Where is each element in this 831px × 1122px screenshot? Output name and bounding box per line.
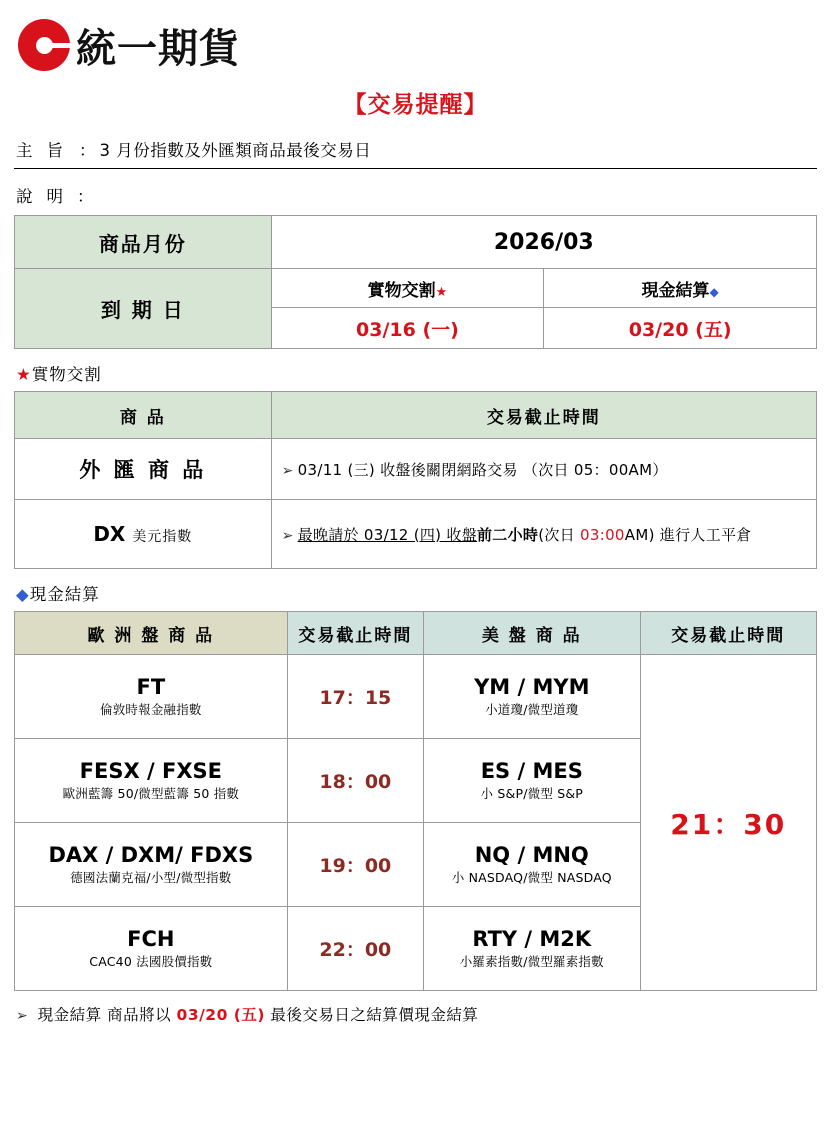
physical-detail-dx-bold: 前二小時 bbox=[477, 525, 539, 544]
page-title: 【交易提醒】 bbox=[343, 92, 488, 118]
physical-section-heading-text: 實物交割 bbox=[31, 365, 102, 384]
summary-table bbox=[14, 215, 817, 349]
table-row bbox=[15, 216, 817, 269]
cash-us-product-1 bbox=[424, 655, 641, 739]
summary-physical-header-text: 實物交割 bbox=[367, 280, 436, 301]
physical-col-product: 商 品 bbox=[15, 392, 272, 439]
summary-expiry-label: 到 期 日 bbox=[15, 269, 272, 349]
physical-detail-fx bbox=[271, 439, 816, 500]
arrow-icon: ➢ bbox=[281, 527, 294, 544]
table-row bbox=[15, 655, 817, 739]
cash-col-eu-time: 交易截止時間 bbox=[287, 612, 423, 655]
cash-eu-sub-4: CAC40 法國股價指數 bbox=[89, 953, 213, 969]
cash-us-product-2 bbox=[424, 739, 641, 823]
physical-delivery-table bbox=[14, 391, 817, 569]
footer-note bbox=[14, 1003, 817, 1025]
cash-eu-time-1: 17：15 bbox=[287, 655, 423, 739]
footer-date: 03/20 (五) bbox=[176, 1006, 265, 1024]
cash-eu-product-1 bbox=[15, 655, 288, 739]
cash-eu-name-4: FCH bbox=[127, 927, 175, 952]
cash-us-product-4 bbox=[424, 907, 641, 991]
physical-detail-dx-time: 03:00 bbox=[580, 525, 625, 544]
cash-col-us-product: 美 盤 商 品 bbox=[424, 612, 641, 655]
physical-col-cutoff: 交易截止時間 bbox=[271, 392, 816, 439]
target-circle-icon bbox=[18, 19, 70, 71]
cash-eu-name-2: FESX / FXSE bbox=[79, 759, 222, 784]
note-label: 說明 bbox=[16, 187, 77, 206]
table-row bbox=[15, 612, 817, 655]
summary-cash-header bbox=[544, 269, 817, 308]
physical-detail-dx-prefix: 最晚請於 03/12 (四) 收盤 bbox=[297, 525, 477, 544]
summary-month-value: 2026/03 bbox=[271, 216, 816, 269]
brand-header bbox=[14, 0, 817, 74]
physical-detail-dx bbox=[271, 500, 816, 569]
footer-prefix: 現金結算 商品將以 bbox=[37, 1006, 172, 1024]
footer-suffix: 最後交易日之結算價現金結算 bbox=[270, 1006, 479, 1024]
physical-detail-dx-mid: (次日 bbox=[538, 525, 581, 544]
physical-product-fx: 外 匯 商 品 bbox=[15, 439, 272, 500]
cash-eu-product-2 bbox=[15, 739, 288, 823]
cash-eu-product-3 bbox=[15, 823, 288, 907]
physical-detail-dx-suffix: AM) 進行人工平倉 bbox=[624, 525, 752, 544]
cash-eu-name-3: DAX / DXM/ FDXS bbox=[48, 843, 254, 868]
cash-eu-time-2: 18：00 bbox=[287, 739, 423, 823]
cash-eu-sub-1: 倫敦時報金融指數 bbox=[100, 701, 202, 717]
cash-col-eu-product: 歐 洲 盤 商 品 bbox=[15, 612, 288, 655]
cash-eu-sub-2: 歐洲藍籌 50/微型藍籌 50 指數 bbox=[62, 785, 240, 801]
cash-eu-name-1: FT bbox=[136, 675, 166, 700]
cash-eu-time-3: 19：00 bbox=[287, 823, 423, 907]
cash-us-sub-4: 小羅素指數/微型羅素指數 bbox=[459, 953, 604, 969]
subject-text: 3 月份指數及外匯類商品最後交易日 bbox=[99, 141, 372, 160]
star-marker-icon: ★ bbox=[435, 284, 448, 300]
summary-physical-date: 03/16 (一) bbox=[271, 308, 544, 349]
physical-product-dx bbox=[15, 500, 272, 569]
diamond-marker-icon: ◆ bbox=[709, 284, 719, 299]
summary-cash-date: 03/20 (五) bbox=[544, 308, 817, 349]
subject-separator: ： bbox=[79, 141, 96, 160]
cash-us-name-1: YM / MYM bbox=[474, 675, 590, 700]
cash-eu-sub-3: 德國法蘭克福/小型/微型指數 bbox=[70, 869, 232, 885]
physical-section-heading bbox=[14, 361, 817, 385]
cash-settlement-table bbox=[14, 611, 817, 991]
cash-section-heading bbox=[14, 581, 817, 605]
cash-us-sub-1: 小道瓊/微型道瓊 bbox=[485, 701, 579, 717]
cash-us-name-4: RTY / M2K bbox=[472, 927, 592, 952]
cash-us-product-3 bbox=[424, 823, 641, 907]
arrow-icon: ➢ bbox=[16, 1008, 29, 1024]
table-row bbox=[15, 439, 817, 500]
table-row bbox=[15, 392, 817, 439]
physical-product-dx-sub: 美元指數 bbox=[132, 529, 193, 545]
cash-section-heading-text: 現金結算 bbox=[29, 585, 100, 604]
cash-us-sub-3: 小 NASDAQ/微型 NASDAQ bbox=[451, 869, 612, 885]
diamond-marker-icon: ◆ bbox=[16, 585, 30, 604]
subject-label: 主旨 bbox=[16, 141, 77, 160]
summary-product-month-label: 商品月份 bbox=[15, 216, 272, 269]
cash-us-sub-2: 小 S&P/微型 S&P bbox=[480, 785, 584, 801]
table-row bbox=[15, 269, 817, 308]
cash-us-name-3: NQ / MNQ bbox=[474, 843, 589, 868]
brand-name: 統一期貨 bbox=[76, 25, 240, 72]
arrow-icon: ➢ bbox=[281, 462, 294, 479]
cash-eu-product-4 bbox=[15, 907, 288, 991]
star-marker-icon: ★ bbox=[16, 365, 32, 384]
physical-product-dx-code: DX bbox=[93, 522, 126, 546]
cash-col-us-time: 交易截止時間 bbox=[640, 612, 816, 655]
subject-line bbox=[14, 137, 817, 169]
summary-physical-header bbox=[271, 269, 544, 308]
cash-us-name-2: ES / MES bbox=[480, 759, 583, 784]
table-row bbox=[15, 500, 817, 569]
note-separator: ： bbox=[77, 187, 94, 206]
physical-detail-fx-text: 03/11 (三) 收盤後關閉網路交易 （次日 05：00AM） bbox=[297, 460, 668, 479]
note-line bbox=[14, 183, 817, 207]
cash-us-time: 21：30 bbox=[640, 655, 816, 991]
cash-eu-time-4: 22：00 bbox=[287, 907, 423, 991]
summary-cash-header-text: 現金結算 bbox=[641, 280, 710, 301]
